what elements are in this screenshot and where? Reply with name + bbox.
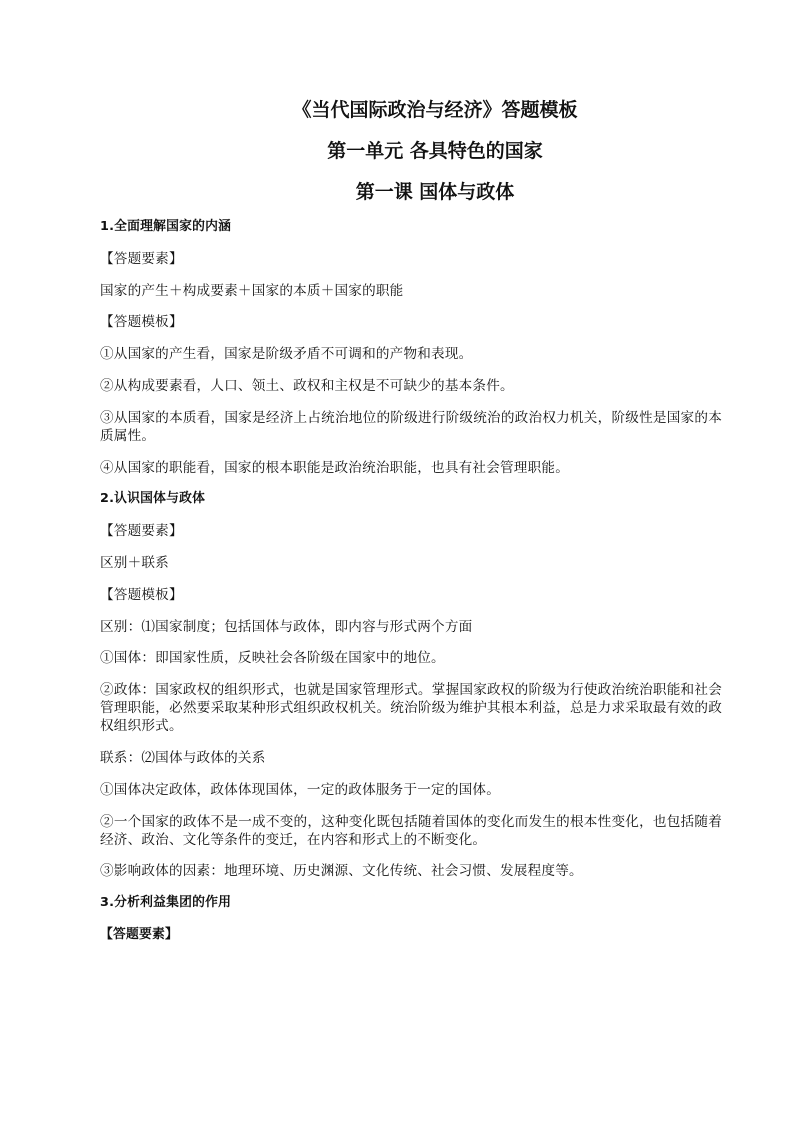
- answer-template-tag: 【答题模板】: [100, 586, 183, 603]
- answer-elements-tag: 【答题要素】: [100, 250, 183, 267]
- template-item: ①国体决定政体，政体体现国体，一定的政体服务于一定的国体。: [100, 781, 501, 798]
- answer-elements-text: 区别＋联系: [100, 554, 169, 571]
- section-heading-3: 3.分析利益集团的作用: [100, 895, 232, 911]
- section-heading-2: 2.认识国体与政体: [100, 491, 206, 507]
- difference-heading: 区别：⑴国家制度；包括国体与政体，即内容与形式两个方面: [100, 618, 473, 635]
- section-heading-1: 1.全面理解国家的内涵: [100, 219, 232, 234]
- answer-elements-text: 国家的产生＋构成要素＋国家的本质＋国家的职能: [100, 282, 404, 299]
- relation-heading: 联系：⑵国体与政体的关系: [100, 749, 266, 766]
- template-item: ②从构成要素看，人口、领土、政权和主权是不可缺少的基本条件。: [100, 377, 514, 394]
- answer-template-tag: 【答题模板】: [100, 314, 183, 331]
- lesson-title: 第一课 国体与政体: [355, 181, 515, 203]
- unit-title: 第一单元 各具特色的国家: [327, 140, 543, 162]
- document-title: 《当代国际政治与经济》答题模板: [292, 99, 578, 121]
- template-item: ③影响政体的因素：地理环境、历史渊源、文化传统、社会习惯、发展程度等。: [100, 863, 583, 880]
- template-item: ③从国家的本质看，国家是经济上占统治地位的阶级进行阶级统治的政治权力机关，阶级性是国家的本质属性。: [100, 409, 722, 444]
- template-item: ②一个国家的政体不是一成不变的，这种变化既包括随着国体的变化而发生的根本性变化，也包括随着经济、政治、文化等条件的变迁，在内容和形式上的不断变化。: [100, 813, 722, 848]
- answer-elements-tag: 【答题要素】: [100, 926, 178, 942]
- template-item: ④从国家的职能看，国家的根本职能是政治统治职能，也具有社会管理职能。: [100, 459, 569, 476]
- document-page: [100, 98, 722, 958]
- content-body: [100, 218, 722, 944]
- template-item: ②政体：国家政权的组织形式，也就是国家管理形式。掌握国家政权的阶级为行使政治统治职能和社会管理职能，必然要采取某种形式组织政权机关。统治阶级为维护其根本利益，总是力求采取最有效的政权组织形式。: [100, 682, 722, 735]
- template-item: ①从国家的产生看，国家是阶级矛盾不可调和的产物和表现。: [100, 346, 473, 363]
- answer-elements-tag: 【答题要素】: [100, 523, 183, 540]
- template-item: ①国体：即国家性质，反映社会各阶级在国家中的地位。: [100, 650, 445, 667]
